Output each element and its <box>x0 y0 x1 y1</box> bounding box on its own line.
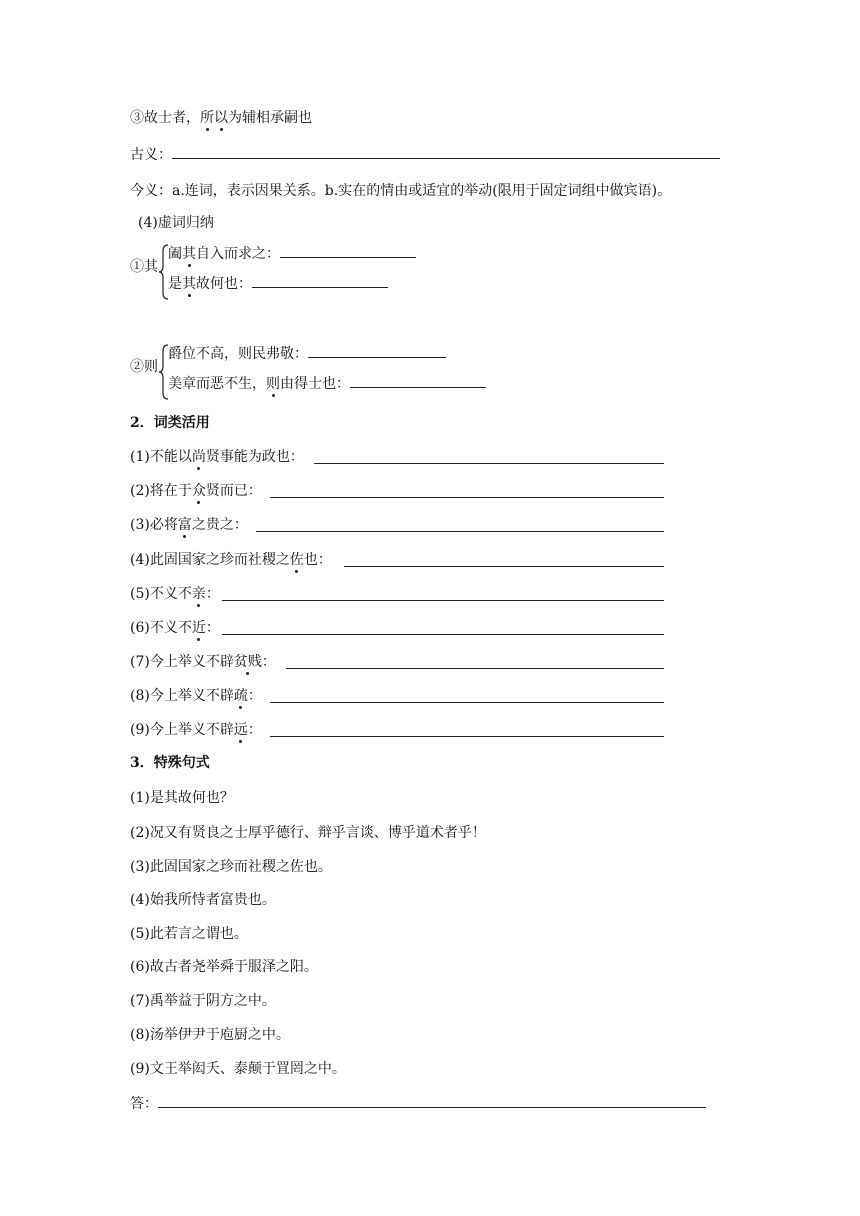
teshu-item: (6)故古者尧举舜于服泽之阳。 <box>130 959 318 975</box>
teshu-item: (9)文王举闳夭、泰颠于罝罔之中。 <box>130 1061 346 1077</box>
section-3-title: 3．特殊句式 <box>130 755 210 771</box>
qi-row-1: 阖其自入而求之： <box>168 243 416 265</box>
cilei-item: (2)将在于众贤而已： <box>130 480 664 502</box>
cilei-answer-blank[interactable] <box>270 483 664 498</box>
cilei-item: (5)不义不亲： <box>130 583 664 605</box>
emphasis-char: 亲 <box>191 586 206 602</box>
item-3-pre: ③故士者， <box>130 110 200 126</box>
cilei-answer-blank[interactable] <box>270 688 664 703</box>
cilei-answer-blank[interactable] <box>286 654 664 669</box>
ze-row-1: 爵位不高，则民弗敬： <box>168 343 446 365</box>
answer-label: 答： <box>130 1096 158 1112</box>
cilei-answer-blank[interactable] <box>314 449 664 464</box>
answer-line <box>130 1093 706 1115</box>
emphasis-char: 所 <box>200 110 214 126</box>
cilei-answer-blank[interactable] <box>256 517 664 532</box>
cilei-item: (1)不能以尚贤事能为政也： <box>130 446 664 468</box>
cilei-answer-blank[interactable] <box>270 722 664 737</box>
cilei-item: (6)不义不近： <box>130 617 664 639</box>
answer-blank[interactable] <box>158 1093 706 1108</box>
cilei-item: (4)此固国家之珍而社稷之佐也： <box>130 549 664 571</box>
jin-yi-line: 今义：a.连词，表示因果关系。b.实在的情由或适宜的举动(限用于固定词组中做宾语)。 <box>130 183 672 199</box>
qi-row-2-blank[interactable] <box>252 273 388 288</box>
qi-head: ①其 <box>130 259 158 275</box>
teshu-item: (4)始我所恃者富贵也。 <box>130 892 276 908</box>
qi-row-1-blank[interactable] <box>280 243 416 258</box>
section-2-title: 2．词类活用 <box>130 415 210 431</box>
cilei-item: (9)今上举义不辟远： <box>130 719 664 741</box>
cilei-item: (8)今上举义不辟疏： <box>130 685 664 707</box>
cilei-item: (7)今上举义不辟贫贱： <box>130 651 664 673</box>
cilei-answer-blank[interactable] <box>222 620 664 635</box>
teshu-item: (5)此若言之谓也。 <box>130 926 248 942</box>
xuci-title: (4)虚词归纳 <box>138 215 214 231</box>
emphasis-char: 则 <box>266 376 280 392</box>
emphasis-char: 富 <box>177 517 192 533</box>
teshu-item: (7)禹举益于阴方之中。 <box>130 993 276 1009</box>
ze-head: ②则 <box>130 359 158 375</box>
emphasis-char: 其 <box>182 246 196 262</box>
teshu-item: (1)是其故何也？ <box>130 790 234 806</box>
cilei-item: (3)必将富之贵之： <box>130 514 664 536</box>
emphasis-char: 疏 <box>233 688 248 704</box>
gu-yi-answer-blank[interactable] <box>172 144 720 159</box>
qi-row-2: 是其故何也： <box>168 273 388 295</box>
emphasis-char: 众 <box>191 483 206 499</box>
cilei-answer-blank[interactable] <box>222 586 664 601</box>
gu-yi-label: 古义： <box>130 147 172 163</box>
ze-row-2: 美章而恶不生，则由得士也： <box>168 373 486 395</box>
teshu-item: (2)况又有贤良之士厚乎德行、辩乎言谈、博乎道术者乎！ <box>130 825 486 841</box>
emphasis-char: 近 <box>191 620 206 636</box>
emphasis-char: 远 <box>233 722 248 738</box>
emphasis-char: 尚 <box>191 449 206 465</box>
ze-row-2-blank[interactable] <box>350 373 486 388</box>
cilei-answer-blank[interactable] <box>344 552 664 567</box>
item-3-line <box>130 107 312 129</box>
emphasis-char: 佐 <box>289 552 304 568</box>
qi-group <box>130 242 450 302</box>
ze-row-1-blank[interactable] <box>308 343 446 358</box>
emphasis-char: 贫贱 <box>233 654 262 670</box>
emphasis-char: 其 <box>182 276 196 292</box>
teshu-item: (3)此固国家之珍而社稷之佐也。 <box>130 859 332 875</box>
ze-group <box>130 342 510 402</box>
teshu-item: (8)汤举伊尹于庖厨之中。 <box>130 1027 290 1043</box>
item-3-post: 为辅相承嗣也 <box>228 110 312 126</box>
gu-yi-line <box>130 144 720 166</box>
emphasis-char: 以 <box>214 110 228 126</box>
